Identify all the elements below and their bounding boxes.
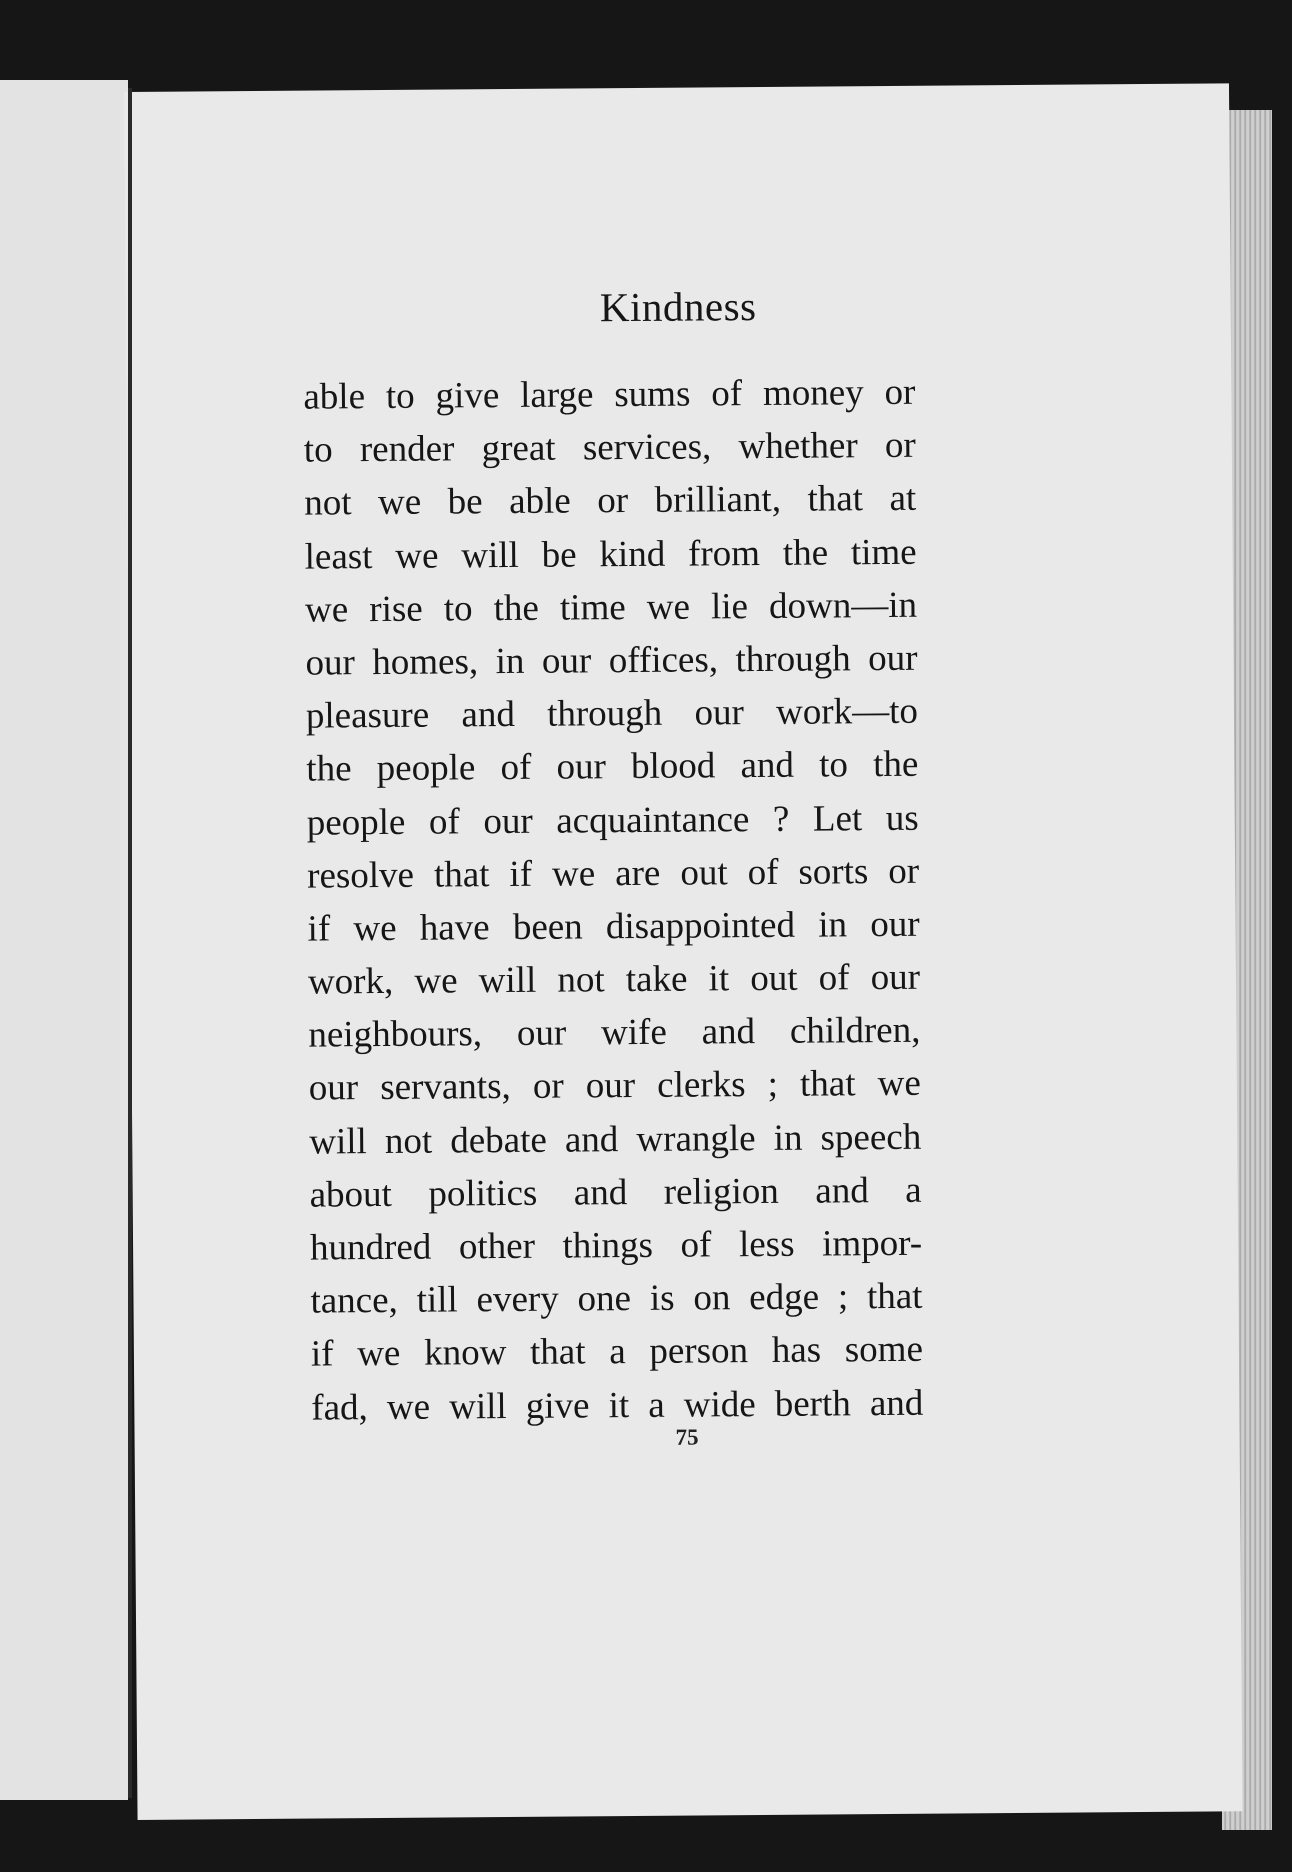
text-line: fad, we will give it a wide berth and — [311, 1382, 924, 1429]
text-line: will not debate and wrangle in speech — [309, 1116, 922, 1163]
text-line: we rise to the time we lie down—in — [304, 584, 918, 631]
text-line: about politics and religion and a — [309, 1169, 922, 1216]
text-line: people of our acquaintance ? Let us — [306, 797, 919, 844]
text-line: our servants, or our clerks ; that we — [308, 1063, 921, 1110]
text-line: work, we will not take it out of our — [307, 956, 921, 1003]
page-number: 75 — [675, 1424, 699, 1450]
text-line: hundred other things of less impor- — [309, 1222, 923, 1269]
text-line: our homes, in our offices, through our — [305, 637, 918, 684]
text-line: least we will be kind from the time — [304, 531, 917, 578]
gutter-line — [128, 88, 132, 1798]
text-line: able to give large sums of money or — [303, 371, 916, 418]
text-line: resolve that if we are out of sorts or — [307, 850, 920, 897]
running-head: Kindness — [599, 283, 757, 331]
book-page — [124, 83, 1243, 1820]
text-line: tance, till every one is on edge ; that — [310, 1275, 923, 1322]
text-line: not we be able or brilliant, that at — [304, 478, 917, 524]
body-text — [303, 366, 923, 1435]
previous-page-edge — [0, 80, 128, 1800]
text-line: to render great services, whether or — [303, 424, 916, 471]
text-line: if we know that a person has some — [310, 1329, 924, 1375]
text-line: if we have been disappointed in our — [307, 903, 920, 950]
text-line: pleasure and through our work—to — [305, 690, 919, 737]
text-line: neighbours, our wife and children, — [308, 1010, 921, 1056]
text-line: the people of our blood and to the — [306, 744, 919, 790]
